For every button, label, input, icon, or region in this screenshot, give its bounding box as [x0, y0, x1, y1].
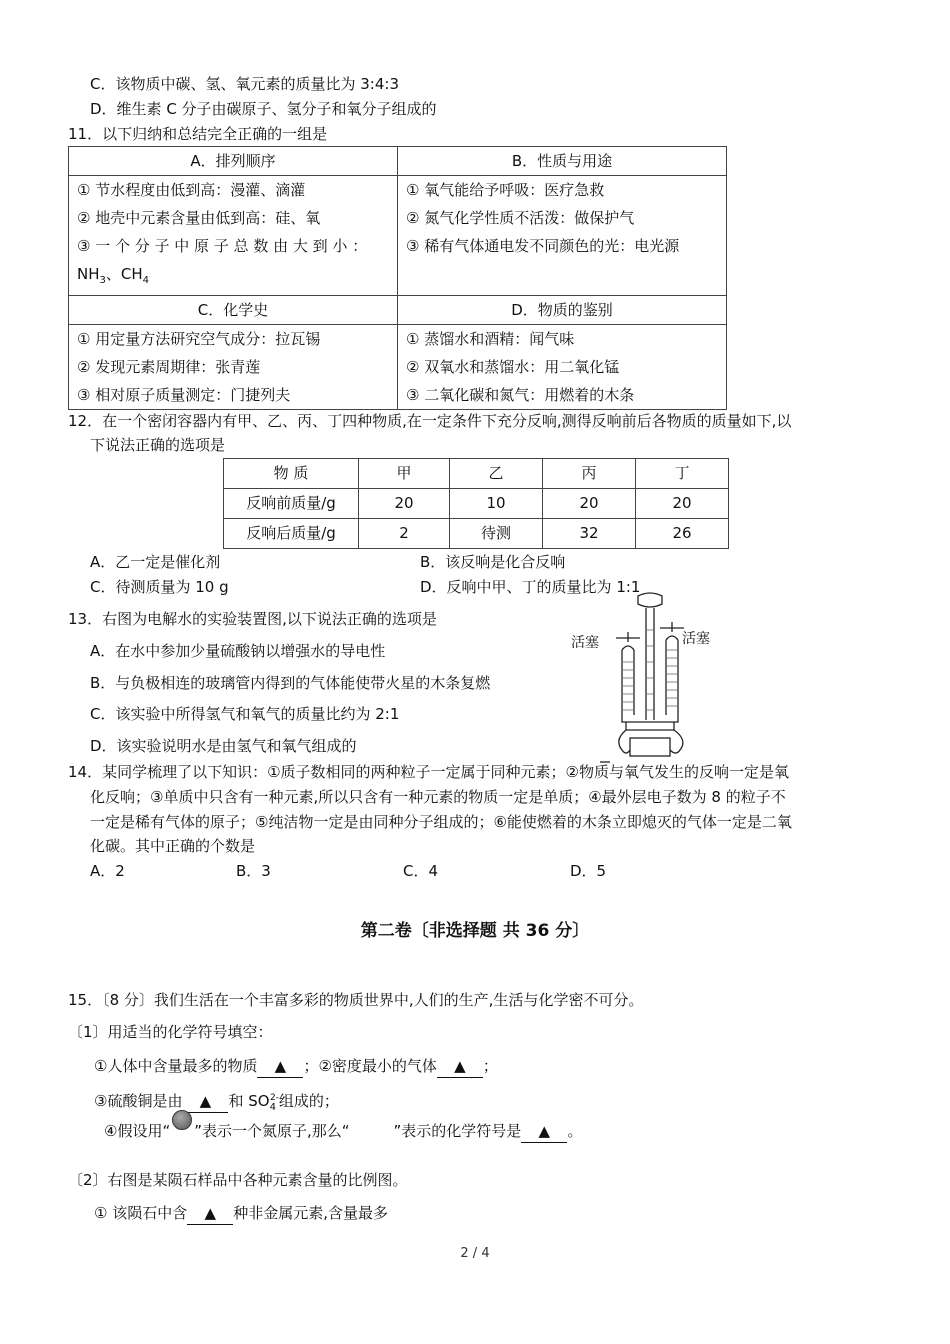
q12-header: 物 质	[224, 459, 359, 489]
q11-stem: 11．以下归纳和总结完全正确的一组是	[68, 125, 328, 143]
q11-a-body: ① 节水程度由低到高：漫灌、滴灌 ② 地壳中元素含量由低到高：硅、氧 ③ 一 个 分 子 中 原 子 总 数 由 大 到 小 ： $NH_3$、$CH_4$	[69, 176, 398, 296]
q12-cell: 20	[359, 489, 450, 519]
answer-blank[interactable]: ▲	[521, 1120, 567, 1143]
q15-item-3: ③硫酸铜是由 ▲ 和 $SO_4^{2-}$组成的；	[94, 1092, 339, 1113]
q11-a-head: A．排列顺序	[69, 147, 398, 176]
q12-stem-2: 下说法正确的选项是	[90, 436, 226, 454]
q12-option-b: B．该反响是化合反响	[420, 553, 566, 571]
q14-line-1: 14．某同学梳理了以下知识：①质子数相同的两种粒子一定属于同种元素；②物质与氧气发生的反响一定是氧	[68, 763, 789, 781]
page-number: 2 / 4	[460, 1246, 490, 1261]
q10-option-d: D．维生素 C 分子由碳原子、氢分子和氧分子组成的	[90, 100, 437, 118]
q12-header: 丁	[636, 459, 729, 489]
q11-c-body: ① 用定量方法研究空气成分：拉瓦锡 ② 发现元素周期律：张青莲 ③ 相对原子质量测定：门捷列夫	[69, 325, 398, 410]
q15-item-4: ④假设用“ ”表示一个氮原子,那么“ ”表示的化学符号是 ▲ 。	[104, 1120, 582, 1143]
q12-cell: 10	[450, 489, 543, 519]
q12-cell: 26	[636, 519, 729, 549]
q12-cell: 20	[543, 489, 636, 519]
part2-title: 第二卷〔非选择题 共 36 分〕	[360, 921, 590, 941]
q12-cell: 2	[359, 519, 450, 549]
q15-section-2-item-1: ① 该陨石中含 ▲ 种非金属元素,含量最多	[94, 1202, 388, 1225]
q13-stem: 13．右图为电解水的实验装置图,以下说法正确的选项是	[68, 610, 437, 628]
answer-blank[interactable]: ▲	[437, 1055, 483, 1078]
q11-b-body: ① 氧气能给予呼吸：医疗急救 ② 氮气化学性质不活泼：做保护气 ③ 稀有气体通电发不同颜色的光：电光源	[398, 176, 727, 296]
q12-header: 乙	[450, 459, 543, 489]
answer-blank[interactable]: ▲	[257, 1055, 303, 1078]
q12-header: 丙	[543, 459, 636, 489]
q12-cell: 反响前质量/g	[224, 489, 359, 519]
q11-c-head: C．化学史	[69, 296, 398, 325]
q12-cell: 待测	[450, 519, 543, 549]
q14-option-b: B．3	[236, 862, 271, 880]
q15-stem: 15．〔8 分〕我们生活在一个丰富多彩的物质世界中,人们的生产,生活与化学密不可分。	[68, 991, 644, 1009]
q12-cell: 32	[543, 519, 636, 549]
q12-cell: 20	[636, 489, 729, 519]
q13-option-a: A．在水中参加少量硫酸钠以增强水的导电性	[90, 642, 386, 660]
stopcock-label-right: 活塞	[682, 631, 710, 647]
q11-table	[68, 146, 727, 410]
q12-cell: 反响后质量/g	[224, 519, 359, 549]
q12-option-a: A．乙一定是催化剂	[90, 553, 221, 571]
answer-blank[interactable]: ▲	[182, 1090, 228, 1113]
q11-d-body: ① 蒸馏水和酒精：闻气味 ② 双氧水和蒸馏水：用二氧化锰 ③ 二氧化碳和氮气：用燃着的木条	[398, 325, 727, 410]
q14-line-3: 一定是稀有气体的原子；⑤纯洁物一定是由同种分子组成的；⑥能使燃着的木条立即熄灭的气体一定是二氧	[90, 813, 792, 831]
q14-line-2: 化反响；③单质中只含有一种元素,所以只含有一种元素的物质一定是单质；④最外层电子数为 8 的粒子不	[90, 788, 786, 806]
q13-option-d: D．该实验说明水是由氢气和氧气组成的	[90, 737, 357, 755]
q11-b-head: B．性质与用途	[398, 147, 727, 176]
q14-option-d: D．5	[570, 862, 607, 880]
nitrogen-atom-icon	[170, 1120, 194, 1140]
q13-option-b: B．与负极相连的玻璃管内得到的气体能使带火星的木条复燃	[90, 674, 491, 692]
q12-header: 甲	[359, 459, 450, 489]
q15-item-1: ①人体中含量最多的物质 ▲ ；②密度最小的气体 ▲ ；	[94, 1055, 498, 1078]
q14-option-a: A．2	[90, 862, 125, 880]
q10-option-c: C．该物质中碳、氢、氧元素的质量比为 3:4:3	[90, 75, 399, 93]
q12-option-c: C．待测质量为 10 g	[90, 578, 229, 596]
q15-section-2: 〔2〕右图是某陨石样品中各种元素含量的比例图。	[68, 1171, 408, 1189]
q14-line-4: 化碳。其中正确的个数是	[90, 837, 256, 855]
electrolysis-apparatus-diagram	[596, 590, 706, 770]
q15-section-1: 〔1〕用适当的化学符号填空：	[68, 1023, 273, 1041]
q12-option-d: D．反响中甲、丁的质量比为 1:1	[420, 578, 641, 596]
q12-stem-1: 12．在一个密闭容器内有甲、乙、丙、丁四种物质,在一定条件下充分反响,测得反响前后各物质的质量如下,以	[68, 412, 792, 430]
q12-table	[223, 458, 729, 549]
q11-d-head: D．物质的鉴别	[398, 296, 727, 325]
q14-option-c: C．4	[403, 862, 439, 880]
q13-option-c: C．该实验中所得氢气和氧气的质量比约为 2:1	[90, 705, 400, 723]
stopcock-label-left: 活塞	[571, 635, 599, 651]
answer-blank[interactable]: ▲	[187, 1202, 233, 1225]
